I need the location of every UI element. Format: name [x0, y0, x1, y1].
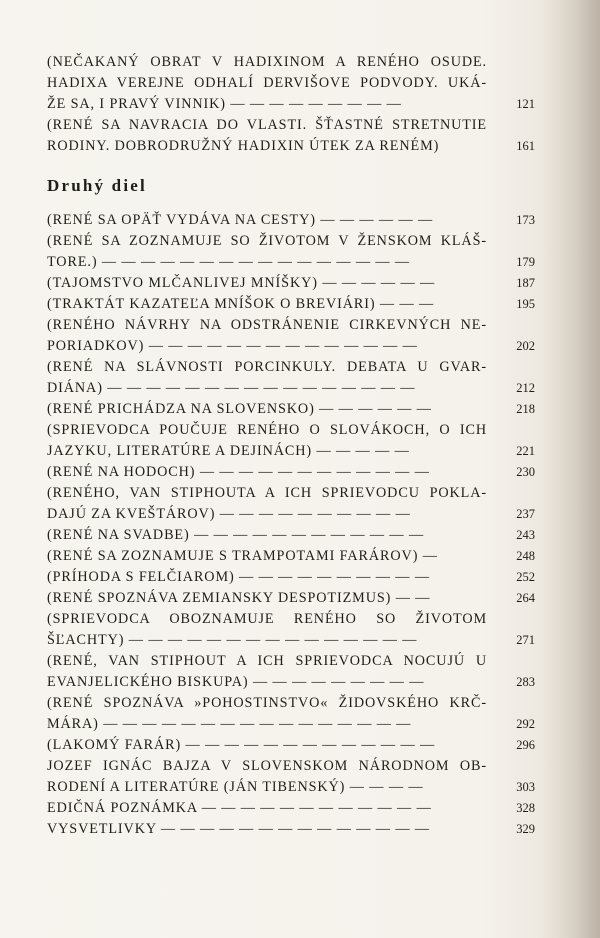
part-two-entries — [47, 210, 535, 840]
toc-entry-line: EDIČNÁ POZNÁMKA — — — — — — — — — — — — — [47, 800, 432, 816]
toc-entry-line: (PRÍHODA S FELČIAROM) — — — — — — — — — — — [47, 569, 430, 585]
toc-entry — [47, 588, 535, 609]
toc-page-number: 237 — [516, 507, 535, 521]
toc-entry — [47, 357, 535, 399]
toc-entry — [47, 399, 535, 420]
toc-entry-line: (RENÉ SPOZNÁVA »POHOSTINSTVO« ŽIDOVSKÉHO KRČ- — [47, 695, 487, 711]
table-of-contents — [47, 52, 535, 840]
toc-page-number: 187 — [516, 276, 535, 290]
toc-page-number: 173 — [516, 213, 535, 227]
toc-page-number: 248 — [516, 549, 535, 563]
toc-entry — [47, 756, 535, 798]
toc-entry-line: (RENÉHO NÁVRHY NA ODSTRÁNENIE CIRKEVNÝCH NE- — [47, 317, 487, 333]
toc-entry-line: (RENÉ SA ZOZNAMUJE S TRAMPOTAMI FARÁROV) — — [47, 548, 438, 564]
toc-entry-line: DAJÚ ZA KVEŠTÁROV) — — — — — — — — — — — [47, 506, 411, 522]
toc-entry-line: MÁRA) — — — — — — — — — — — — — — — — — [47, 716, 412, 732]
toc-page-number: 230 — [516, 465, 535, 479]
toc-entry-line: (NEČAKANÝ OBRAT V HADIXINOM A RENÉHO OSUDE. — [47, 54, 487, 70]
toc-entry-line: EVANJELICKÉHO BISKUPA) — — — — — — — — — — [47, 674, 425, 690]
toc-entry — [47, 735, 535, 756]
toc-page-number: 264 — [516, 591, 535, 605]
toc-entry-line: RODINY. DOBRODRUŽNÝ HADIXIN ÚTEK ZA RENÉM) — [47, 138, 440, 154]
toc-entry — [47, 609, 535, 651]
toc-entry-line: (RENÉ SA ZOZNAMUJE SO ŽIVOTOM V ŽENSKOM KLÁŠ- — [47, 233, 487, 249]
toc-page-number: 328 — [516, 801, 535, 815]
toc-entry — [47, 420, 535, 462]
toc-entry-line: (TRAKTÁT KAZATEĽA MNÍŠOK O BREVIÁRI) — — — — [47, 296, 435, 312]
toc-entry-line: (RENÉ NA HODOCH) — — — — — — — — — — — — — [47, 464, 430, 480]
toc-entry — [47, 651, 535, 693]
toc-entry — [47, 693, 535, 735]
toc-entry-line: DIÁNA) — — — — — — — — — — — — — — — — — [47, 380, 416, 396]
toc-entry — [47, 273, 535, 294]
toc-entry-line: (RENÉ SA OPÄŤ VYDÁVA NA CESTY) — — — — — — — [47, 212, 434, 228]
toc-entry-line: (LAKOMÝ FARÁR) — — — — — — — — — — — — — — [47, 737, 436, 753]
toc-entry-line: (RENÉ PRICHÁDZA NA SLOVENSKO) — — — — — — — [47, 401, 432, 417]
toc-page-number: 292 — [516, 717, 535, 731]
toc-entry-line: ŽE SA, I PRAVÝ VINNIK) — — — — — — — — — — [47, 96, 402, 112]
toc-page-number: 303 — [516, 780, 535, 794]
toc-entry — [47, 546, 535, 567]
toc-page-number: 202 — [516, 339, 535, 353]
toc-page-number: 212 — [516, 381, 535, 395]
toc-entry-line: (SPRIEVODCA POUČUJE RENÉHO O SLOVÁKOCH, O ICH — [47, 422, 487, 438]
toc-page-number: 243 — [516, 528, 535, 542]
toc-entry-line: (RENÉHO, VAN STIPHOUTA A ICH SPRIEVODCU POKLA- — [47, 485, 487, 501]
toc-entry — [47, 462, 535, 483]
toc-page-number: 252 — [516, 570, 535, 584]
part-one-entries — [47, 52, 535, 157]
toc-entry-line: (RENÉ NA SVADBE) — — — — — — — — — — — — — [47, 527, 425, 543]
toc-entry-line: ŠĽACHTY) — — — — — — — — — — — — — — — — [47, 632, 418, 648]
toc-entry — [47, 525, 535, 546]
toc-entry — [47, 52, 535, 115]
toc-entry-line: VYSVETLIVKY — — — — — — — — — — — — — — — [47, 821, 430, 837]
toc-page-number: 161 — [516, 139, 535, 153]
toc-entry — [47, 798, 535, 819]
toc-entry-line: (RENÉ, VAN STIPHOUT A ICH SPRIEVODCA NOCUJÚ U — [47, 653, 487, 669]
toc-entry-line: RODENÍ A LITERATÚRE (JÁN TIBENSKÝ) — — — — — [47, 779, 424, 795]
toc-entry — [47, 819, 535, 840]
toc-entry-line: JAZYKU, LITERATÚRE A DEJINÁCH) — — — — — — [47, 443, 410, 459]
toc-page-number: 121 — [516, 97, 535, 111]
toc-entry — [47, 210, 535, 231]
toc-page-number: 296 — [516, 738, 535, 752]
page-spine-shadow — [540, 0, 600, 938]
toc-page-number: 179 — [516, 255, 535, 269]
toc-page-number: 195 — [516, 297, 535, 311]
toc-page-number: 283 — [516, 675, 535, 689]
toc-entry-line: (RENÉ NA SLÁVNOSTI PORCINKULY. DEBATA U GVAR- — [47, 359, 487, 375]
section-title: Druhý diel — [47, 176, 147, 195]
toc-entry-line: (TAJOMSTVO MLČANLIVEJ MNÍŠKY) — — — — — — — [47, 275, 436, 291]
toc-entry — [47, 483, 535, 525]
toc-entry-line: TORE.) — — — — — — — — — — — — — — — — — [47, 254, 411, 270]
toc-entry — [47, 567, 535, 588]
toc-entry-line: HADIXA VEREJNE ODHALÍ DERVIŠOVE PODVODY. UKÁ- — [47, 75, 487, 91]
toc-entry-line: (RENÉ SPOZNÁVA ZEMIANSKY DESPOTIZMUS) — — — [47, 590, 431, 606]
toc-entry-line: (SPRIEVODCA OBOZNAMUJE RENÉHO SO ŽIVOTOM — [47, 611, 487, 627]
toc-entry — [47, 231, 535, 273]
toc-entry — [47, 115, 535, 157]
toc-entry — [47, 294, 535, 315]
toc-entry — [47, 315, 535, 357]
toc-page-number: 221 — [516, 444, 535, 458]
toc-page-number: 218 — [516, 402, 535, 416]
toc-entry-line: (RENÉ SA NAVRACIA DO VLASTI. ŠŤASTNÉ STRETNUTIE — [47, 117, 487, 133]
toc-entry-line: JOZEF IGNÁC BAJZA V SLOVENSKOM NÁRODNOM OB- — [47, 758, 487, 774]
toc-page-number: 329 — [516, 822, 535, 836]
toc-entry-line: PORIADKOV) — — — — — — — — — — — — — — — [47, 338, 418, 354]
toc-page-number: 271 — [516, 633, 535, 647]
